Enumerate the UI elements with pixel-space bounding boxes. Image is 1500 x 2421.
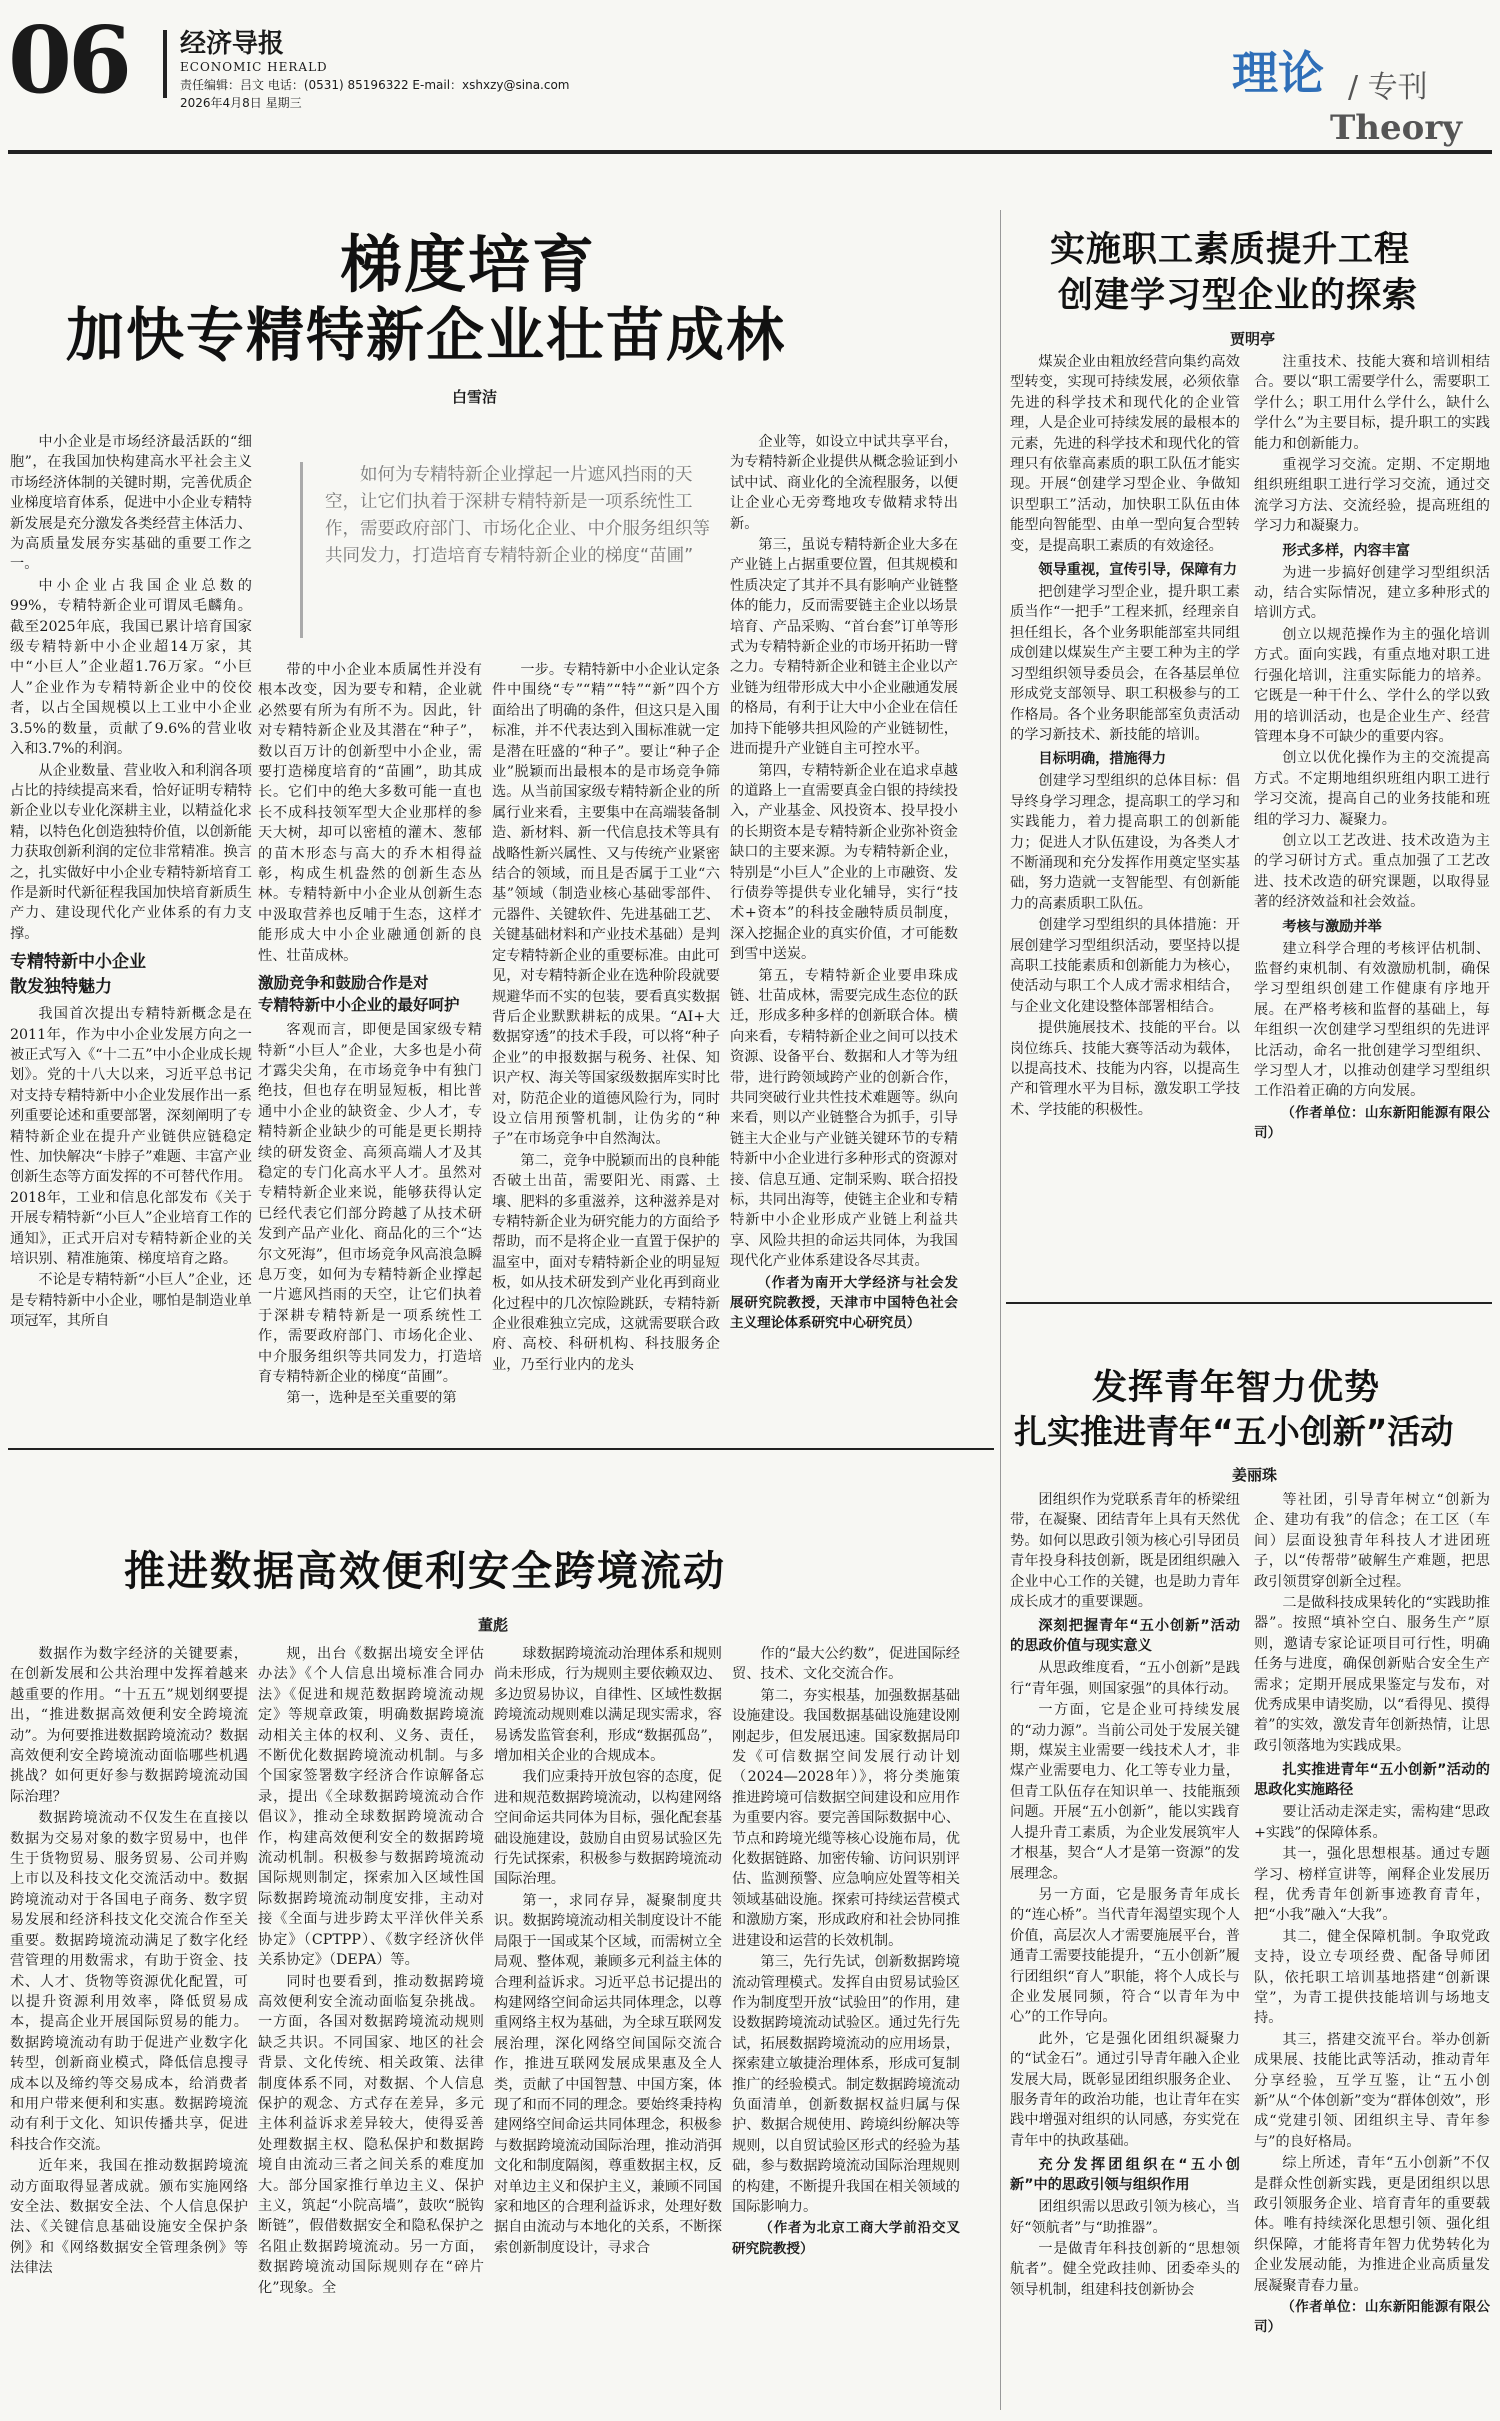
paragraph: 注重技术、技能大赛和培训相结合。要以“职工需要学什么，需要职工学什么；职工用什么学什么，缺什么学什么”为主要目标，提升职工的实践能力和创新能力。	[1254, 354, 1490, 452]
paragraph: 建立科学合理的考核评估机制、监督约束机制、有效激励机制，确保学习型组织创建工作健康有序地开展。在严格考核和监督的基础上，每年组织一次创建学习型组织的先进评比活动，命名一批创建学习型组织、学习型人才，以推动创建学习型组织工作沿着正确的方向发展。	[1254, 940, 1490, 1100]
subheading: 形式多样，内容丰富	[1282, 542, 1411, 559]
article-title-line1: 实施职工素质提升工程	[1050, 230, 1411, 270]
article-title: 推进数据高效便利安全跨境流动	[124, 1547, 726, 1595]
pull-quote-text: 如何为专精特新企业撑起一片遮风挡雨的天空，让它们执着于深耕专精特新是一项系统性工作，需要政府部门、市场化企业、中介服务组织等共同发力，打造培育专精特新企业的梯度“苗圃”	[325, 465, 710, 566]
paragraph: 煤炭企业由粗放经营向集约高效型转变，实现可持续发展，必须依靠先进的科学技术和现代化的企业管理，人是企业可持续发展的最根本的元素，先进的科学技术和现代化的管理只有依靠高素质的职工队伍才能实现。开展“创建学习型企业、争做知识型职工”活动，加快职工队伍由体能型向智能型、由单一型向复合型转变，是提高职工素质的有效途径。	[1010, 354, 1240, 554]
paragraph: 近年来，我国在推动数据跨境流动方面取得显著成就。颁布实施网络安全法、数据安全法、个人信息保护法、《关键信息基础设施安全保护条例》和《网络数据安全管理条例》等法律法	[10, 2158, 248, 2277]
issue-date: 2026年4月8日 星期三	[180, 96, 302, 110]
paragraph: 不论是专精特新“小巨人”企业，还是专精特新中小企业，哪怕是制造业单项冠军，其所自	[10, 1272, 252, 1330]
paragraph: 一方面，它是企业可持续发展的“动力源”。当前公司处于发展关键期，煤炭主业需要一线技术人才，非煤产业需要电力、化工等专业力量，但青工队伍存在知识单一、技能瓶颈问题。开展“五小创新”，能以实践育人提升青工素质，为企业发展筑牢人才根基，契合“人才是第一资源”的发展理念。	[1010, 1702, 1240, 1882]
paragraph: 作的“最大公约数”，促进国际经贸、技术、文化交流合作。	[732, 1646, 960, 1683]
article-col-3	[494, 1644, 722, 2412]
author-note: （作者单位：山东新阳能源有限公司）	[1254, 2299, 1490, 2336]
article-author: 贾明亭	[1230, 330, 1276, 348]
column-name: 理论	[1232, 46, 1324, 100]
paragraph: 团组织需以思政引领为核心，当好“领航者”与“助推器”。	[1010, 2199, 1240, 2236]
paragraph: 我国首次提出专精特新概念是在2011年，作为中小企业发展方向之一被正式写入《“十二五”中小企业成长规划》。党的十八大以来，习近平总书记对支持专精特新中小企业发展作出一系列重要论述和重要部署，深刻阐明了专精特新企业在提升产业链供应链稳定性、加快解决“卡脖子”难题、丰富产业创新生态等方面发挥的不可替代作用。2018年，工业和信息化部发布《关于开展专精特新“小巨人”企业培育工作的通知》，正式开启对专精特新企业的关培识别、精准施策、梯度培育之路。	[10, 1006, 252, 1268]
paragraph: 企业等，如设立中试共享平台，为专精特新企业提供从概念验证到小试中试、商业化的全流程服务，以便让企业心无旁骛地攻专做精求特出新。	[730, 434, 958, 532]
paragraph: 创立以规范操作为主的强化培训方式。面向实践，有重点地对职工进行强化培训，注重实际能力的培养。它既是一种干什么、学什么的学以致用的培训活动，也是企业生产、经营管理本身不可缺少的重要内容。	[1254, 626, 1490, 745]
article-col-1	[1010, 1490, 1240, 2414]
paragraph: 同时也要看到，推动数据跨境高效便利安全流动面临复杂挑战。一方面，各国对数据跨境流动规则缺乏共识。不同国家、地区的社会背景、文化传统、相关政策、法律制度体系不同，对数据、个人信息保护的观念、方式存在差异，多元主体利益诉求差异较大，使得妥善处理数据主权、隐私保护和数据跨境自由流动三者之间关系的难度加大。部分国家推行单边主义、保护主义，筑起“小院高墙”，鼓吹“脱钩断链”，假借数据安全和隐私保护之名阻止数据跨境流动。另一方面，数据跨境流动国际规则存在“碎片化”现象。全	[258, 1973, 484, 2296]
article-col-1	[1010, 352, 1240, 1288]
page-number: 06	[8, 6, 129, 114]
paragraph: 带的中小企业本质属性并没有根本改变，因为要专和精，企业就必然要有所为有所不为。因此，针对专精特新企业及其潜在“种子”，数以百万计的创新型中小企业，需要打造梯度培育的“苗圃”，助其成长。它们中的绝大多数可能一直也长不成科技领军型大企业那样的参天大树，却可以密植的灌木、葱郁的苗木形态与高大的乔木相得益彰，构成生机盎然的创新生态丛林。专精特新中小企业从创新生态中汲取营养也反哺于生态，这样才能形成大中小企业融通创新的良性、壮苗成林。	[258, 662, 482, 964]
article-col-2	[1254, 1490, 1490, 2414]
article-col-2	[1254, 352, 1490, 1288]
subheading: 领导重视，宣传引导，保障有力	[1038, 562, 1238, 579]
paragraph: 创立以工艺改进、技术改造为主的学习研讨方式。重点加强了工艺改进、技术改造的研究课题，以取得显著的经济效益和社会效益。	[1254, 832, 1490, 911]
paragraph: 第二，竞争中脱颖而出的良种能否破土出苗，需要阳光、雨露、土壤、肥料的多重滋养，这种滋养是对专精特新企业为研究能力的方面给予帮助，而不是将企业一直置于保护的温室中，面对专精特新企业的明显短板，如从技术研发到产业化再到商业化过程中的几次惊险跳跃，专精特新企业很难独立完成，这就需要联合政府、高校、科研机构、科技服务企业，乃至行业内的龙头	[492, 1152, 720, 1373]
editor-line: 责任编辑：吕文 电话：(0531) 85196322 E-mail：xshxzy@sina.com	[180, 78, 570, 92]
column-sub: / 专刊	[1348, 70, 1428, 105]
article-col-2	[258, 1644, 484, 2412]
article-title-line2: 创建学习型企业的探索	[1058, 276, 1419, 316]
paragraph: 第五，专精特新企业要串珠成链、壮苗成林，需要完成生态位的跃迁，形成多种多样的创新联合体。横向来看，专精特新企业之间可以技术资源、设备平台、数据和人才等为纽带，进行跨领域跨产业的创新合作，共同突破行业共性技术难题等。纵向来看，则以产业链整合为抓手，引导链主大企业与产业链关键环节的专精特新中小企业进行多种形式的资源对接、信息互通、定制采购、联合招投标，共同出海等，使链主企业和专精特新中小企业形成产业链上利益共享、风险共担的命运共同体，为我国现代化产业体系建设各尽其责。	[730, 967, 958, 1270]
paragraph: 数据跨境流动不仅发生在直接以数据为交易对象的数字贸易中，也伴生于货物贸易、服务贸易、公司并购上市以及科技文化交流活动中。数据跨境流动对于各国电子商务、数字贸易发展和经济科技文化交流合作至关重要。数据跨境流动满足了数字化经营管理的用数需求，有助于资金、技术、人才、货物等资源优化配置，可以提升资源利用效率，降低贸易成本，提高企业开展国际贸易的能力。数据跨境流动有助于促进产业数字化转型，创新商业模式，降低信息搜寻成本以及缔约等交易成本，给消费者和用户带来便利和实惠。数据跨境流动有利于文化、知识传播共享，促进科技合作交流。	[10, 1810, 248, 2153]
paragraph: 其三，搭建交流平台。举办创新成果展、技能比武等活动，推动青年分享经验，互学互鉴，让“五小创新”从“个体创新”变为“群体创效”，形成“党建引领、团组织主导、青年参与”的良好格局。	[1254, 2031, 1490, 2150]
article-author: 姜丽珠	[1232, 1466, 1278, 1484]
subheading: 充分发挥团组织在“五小创新”中的思政引领与组织作用	[1010, 2157, 1240, 2194]
paragraph: 提供施展技术、技能的平台。以岗位练兵、技能大赛等活动为载体，以提高技术、技能为内容，以提高生产和管理水平为目标，激发职工学技术、学技能的积极性。	[1010, 1020, 1240, 1118]
article-col-4	[732, 1644, 960, 2412]
paragraph: 二是做科技成果转化的“实践助推器”。按照“填补空白、服务生产”原则，邀请专家论证项目可行性，明确任务与进度，确保创新贴合安全生产需求；定期开展成果鉴定与发布，对优秀成果申请奖励，以“看得见、摸得着”的实效，激发青年创新热情，让思政引领落地为实践成果。	[1254, 1595, 1490, 1754]
paragraph: 为进一步搞好创建学习型组织活动，结合实际情况，建立多种形式的培训方式。	[1254, 564, 1490, 622]
article-col-4	[730, 432, 958, 1442]
paragraph: 规，出台《数据出境安全评估办法》《个人信息出境标准合同办法》《促进和规范数据跨境流动规定》等规章政策，明确数据跨境流动相关主体的权利、义务、责任，不断优化数据跨境流动机制。与多个国家签署数字经济合作谅解备忘录，提出《全球数据跨境流动合作倡议》，推动全球数据跨境流动合作，构建高效便利安全的数据跨境流动机制。积极参与数据跨境流动国际规则制定，探索加入区域性国际数据跨境流动制度安排，主动对接《全面与进步跨太平洋伙伴关系协定》（CPTPP）、《数字经济伙伴关系协定》（DEPA）等。	[258, 1646, 484, 1969]
paragraph: 要让活动走深走实，需构建“思政+实践”的保障体系。	[1254, 1804, 1490, 1841]
paragraph: 创建学习型组织的总体目标：倡导终身学习理念，提高职工的学习和实践能力，着力提高职工的创新能力；促进人才队伍建设，为各类人才不断涌现和充分发挥作用奠定坚实基础，努力造就一支智能型、有创新能力的高素质职工队伍。	[1010, 773, 1240, 912]
paragraph: 等社团，引导青年树立“创新为企、建功有我”的信念；在工区（车间）层面设独青年科技人才进团班子，以“传帮带”破解生产难题，把思政引领贯穿创新全过程。	[1254, 1492, 1490, 1590]
article-title-line2: 扎实推进青年“五小创新”活动	[1014, 1412, 1454, 1451]
article-col-3	[492, 660, 720, 1442]
column-divider	[1000, 210, 1001, 2410]
paragraph: 第一，求同存异，凝聚制度共识。数据跨境流动相关制度设计不能局限于一国或某个区域，而需树立全局观、整体观，兼顾多元利益主体的合理利益诉求。习近平总书记提出的构建网络空间命运共同体理念，以尊重网络主权为基础，为全球互联网发展治理，深化网络空间国际交流合作，推进互联网发展成果惠及全人类，贡献了中国智慧、中国方案，体现了和而不同的理念。要始终秉持构建网络空间命运共同体理念，积极参与数据跨境流动国际治理，推动消弭文化和制度隔阂，尊重数据主权，反对单边主义和保护主义，兼顾不同国家和地区的合理利益诉求，处理好数据自由流动与本地化的关系，不断探索创新制度设计，寻求合	[494, 1892, 722, 2256]
article-title-line1: 梯度培育	[340, 228, 597, 301]
pull-quote	[300, 462, 710, 638]
paragraph: 第三，先行先试，创新数据跨境流动管理模式。发挥自由贸易试验区作为制度型开放“试验田”的作用，建设数据跨境流动试验区。通过先行先试，拓展数据跨境流动的应用场景，探索建立敏捷治理体系，形成可复制推广的经验模式。制定数据跨境流动负面清单，创新数据权益归属与保护、数据合规使用、跨境纠纷解决等规则，以自贸试验区形式的经验为基础，参与数据跨境流动国际治理规则的构建，不断提升我国在相关领域的国际影响力。	[732, 1954, 960, 2215]
paragraph: 重视学习交流。定期、不定期地组织班组职工进行学习交流，通过交流学习方法、交流经验，提高班组的学习力和凝聚力。	[1254, 457, 1490, 535]
paragraph: 把创建学习型企业，提升职工素质当作“一把手”工程来抓，经理亲自担任组长，各个业务职能部室共同组成创建以煤炭生产主要工种为主的学习型组织领导委员会，在各基层单位形成党支部领导、职工积极参与的工作格局。各个业务职能部室负责活动的学习新技术、新技能的培训。	[1010, 584, 1240, 743]
article-col-1	[10, 1644, 248, 2412]
paragraph: 其二，健全保障机制。争取党政支持，设立专项经费、配备导师团队，依托职工培训基地搭建“创新课堂”，为青工提供技能培训与场地支持。	[1254, 1928, 1490, 2027]
paragraph: 创建学习型组织的具体措施：开展创建学习型组织活动，要坚持以提高职工技能素质和创新能力为核心，使活动与职工个人成才需求相结合，与企业文化建设整体部署相结合。	[1010, 917, 1240, 1015]
subheading: 专精特新中小企业 散发独特魅力	[10, 952, 146, 998]
paragraph: 团组织作为党联系青年的桥梁纽带，在凝聚、团结青年上具有天然优势。如何以思政引领为核心引导团员青年投身科技创新，既是团组织融入企业中心工作的关键，也是助力青年成长成才的重要课题。	[1010, 1492, 1240, 1611]
paragraph: 从企业数量、营业收入和利润各项占比的持续提高来看，恰好证明专精特新企业以专业化深耕主业，以精益化求精，以特色化创造独特价值，以创新能力获取创新利润的定位非常精准。换言之，扎实做好中小企业专精特新培育工作是新时代新征程我国加快培育新质生产力、建设现代化产业体系的有力支撑。	[10, 762, 252, 942]
paragraph: 球数据跨境流动治理体系和规则尚未形成，行为规则主要依赖双边、多边贸易协议，自律性、区域性数据跨境流动规则难以满足现实需求，容易诱发监管套利，形成“数据孤岛”，增加相关企业的合规成本。	[494, 1646, 722, 1765]
paragraph: 此外，它是强化团组织凝聚力的“试金石”。通过引导青年融入企业发展大局，既彰显团组织服务企业、服务青年的政治功能，也让青年在实践中增强对组织的认同感，夯实党在青年中的执政基础。	[1010, 2030, 1240, 2149]
author-note: （作者单位：山东新阳能源有限公司）	[1254, 1104, 1490, 1142]
subheading: 激励竞争和鼓励合作是对 专精特新中小企业的最好呵护	[258, 974, 460, 1015]
paragraph: 数据作为数字经济的关键要素，在创新发展和公共治理中发挥着越来越重要的作用。“十五五”规划纲要提出，“推进数据高效便利安全跨境流动”。为何要推进数据跨境流动？数据高效便利安全跨境流动面临哪些机遇挑战？如何更好参与数据跨境流动国际治理？	[10, 1646, 248, 1805]
paragraph: 第三，虽说专精特新企业大多在产业链上占据重要位置，但其规模和性质决定了其并不具有影响产业链整体的能力，反而需要链主企业以场景培育、产品采购、“首台套”订单等形式为专精特新企业的市场开拓助一臂之力。专精特新企业和链主企业以产业链为纽带形成大中小企业融通发展的格局，有利于让大中小企业在信任加持下能够共担风险的产业链韧性，进而提升产业链自主可控水平。	[730, 537, 958, 758]
section-name-en: ECONOMIC HERALD	[180, 60, 328, 74]
author-note: （作者为南开大学经济与社会发展研究院教授，天津市中国特色社会主义理论体系研究中心研究员）	[730, 1274, 958, 1332]
subheading: 目标明确，措施得力	[1038, 751, 1167, 768]
paragraph: 第二，夯实根基，加强数据基础设施建设。我国数据基础设施建设刚刚起步，但发展迅速。国家数据局印发《可信数据空间发展行动计划（2024—2028年）》，将分类施策推进跨境可信数据空间建设和应用作为重要内容。要完善国际数据中心、节点和跨境光缆等核心设施布局，优化数据链路、加密传输、访问识别评估、监测预警、应急响应处置等相关领域基础设施。探索可持续运营模式和激励方案，形成政府和社会协同推进建设和运营的长效机制。	[732, 1687, 960, 1949]
paragraph: 综上所述，青年“五小创新”不仅是群众性创新实践，更是团组织以思政引领服务企业、培育青年的重要载体。唯有持续深化思想引领、强化组织保障，才能将青年智力优势转化为企业发展动能，为推进企业高质量发展凝聚青春力量。	[1254, 2155, 1490, 2294]
article-title-line2: 加快专精特新企业壮苗成林	[66, 301, 787, 369]
paragraph: 中小企业是市场经济最活跃的“细胞”，在我国加快构建高水平社会主义市场经济体制的关键时期，完善优质企业梯度培育体系，促进中小企业专精特新发展是充分激发各类经营主体活力、为高质量发展夯实基础的重要工作之一。	[10, 434, 252, 573]
header-vertical-rule	[163, 30, 167, 98]
paragraph: 第四，专精特新企业在追求卓越的道路上一直需要真金白银的持续投入，产业基金、风投资本、投早投小的长期资本是专精特新企业弥补资金缺口的主要来源。为专精特新企业，特别是“小巨人”企业的上市融资、发行债券等提供专业化辅导，实行“技术+资本”的科技金融特质员制度，深入挖掘企业的真实价值，才可能数到雪中送炭。	[730, 762, 958, 963]
article-author: 白雪洁	[452, 388, 498, 406]
section-name: 经济导报	[180, 29, 285, 59]
paragraph: 我们应秉持开放包容的态度，促进和规范数据跨境流动，以构建网络空间命运共同体为目标，强化配套基础设施建设，鼓励自由贸易试验区先行先试探索，积极参与数据跨境流动国际治理。	[494, 1769, 722, 1888]
paragraph: 创立以优化操作为主的交流提高方式。不定期地组织班组内职工进行学习交流，提高自己的业务技能和班组的学习力、凝聚力。	[1254, 750, 1490, 828]
article-title-line1: 发挥青年智力优势	[1092, 1368, 1381, 1408]
article-col-2	[258, 660, 482, 1442]
column-name-en: Theory	[1330, 108, 1462, 148]
paragraph: 另一方面，它是服务青年成长的“连心桥”。当代青年渴望实现个人价值，高层次人才需要施展平台，普通青工需要技能提升，“五小创新”履行团组织“育人”职能，将个人成长与企业发展同频，符合“以青年为中心”的工作导向。	[1010, 1886, 1240, 2026]
paragraph: 一是做青年科技创新的“思想领航者”。健全党政挂帅、团委牵头的领导机制，组建科技创新协会	[1010, 2241, 1240, 2298]
subheading: 考核与激励并举	[1282, 918, 1382, 935]
section-divider	[1006, 1302, 1492, 1304]
paragraph: 客观而言，即便是国家级专精特新“小巨人”企业，大多也是小荷才露尖尖角，在市场竞争中有独门绝技，但也存在明显短板，相比普通中小企业的缺资金、少人才，专精特新企业缺少的可能是更长期持续的研发资金、高须高端人才及其稳定的专门化高水平人才。虽然对专精特新企业来说，能够获得认定已经代表它们部分跨越了从技术研发到产品产业化、商品化的三个“达尔文死海”，但市场竞争风高浪急瞬息万变，如何为专精特新企业撑起一片遮风挡雨的天空，让它们执着于深耕专精特新是一项系统性工作，需要政府部门、市场化企业、中介服务组织等共同发力，打造培育专精特新企业的梯度“苗圃”。	[258, 1022, 482, 1385]
paragraph: 一步。专精特新中小企业认定条件中围绕“专”“精”“特”“新”四个方面给出了明确的条件，但这只是入围标准，并不代表达到入围标准就一定是潜在旺盛的“种子”。要让“种子企业”脱颖而出最根本的是市场竞争筛选。从当前国家级专精特新企业的所属行业来看，主要集中在高端装备制造、新材料、新一代信息技术等具有战略性新兴属性、又与传统产业紧密结合的领域，而且是否属于工业“六基”领域（制造业核心基础零部件、元器件、关键软件、先进基础工艺、关键基础材料和产业技术基础）是判定专精特新企业的重要标准。由此可见，对专精特新企业在选种阶段就要规避华而不实的包装，要看真实数据背后企业默默耕耘的成果。“AI+大数据穿透”的技术手段，可以将“种子企业”的申报数据与税务、社保、知识产权、海关等国家级数据库实时比对，防范企业的道德风险行为，同时设立信用预警机制，让伪劣的“种子”在市场竞争中自然淘汰。	[492, 662, 720, 1148]
author-note: （作者为北京工商大学前沿交叉研究院教授）	[732, 2220, 960, 2257]
paragraph: 中小企业占我国企业总数的99%，专精特新企业可谓凤毛麟角。截至2025年底，我国已累计培育国家级专精特新中小企业超14万家，其中“小巨人”企业超1.76万家。“小巨人”企业作为专精特新企业中的佼佼者，以占全国规模以上工业中小企业3.5%的数量，贡献了9.6%的营业收入和3.7%的利润。	[10, 577, 252, 758]
paragraph: 第一，选种是至关重要的第	[286, 1390, 457, 1407]
article-col-1	[10, 432, 252, 1442]
subheading: 扎实推进青年“五小创新”活动的思政化实施路径	[1254, 1762, 1490, 1799]
paragraph: 其一，强化思想根基。通过专题学习、榜样宣讲等，阐释企业发展历程，优秀青年创新事迹教育青年，把“小我”融入“大我”。	[1254, 1846, 1490, 1924]
header-rule	[8, 150, 1492, 154]
paragraph: 从思政维度看，“五小创新”是践行“青年强，则国家强”的具体行动。	[1010, 1660, 1240, 1697]
article-author: 董彪	[478, 1616, 509, 1634]
section-divider	[8, 1448, 994, 1450]
subheading: 深刻把握青年“五小创新”活动的思政价值与现实意义	[1010, 1618, 1240, 1655]
